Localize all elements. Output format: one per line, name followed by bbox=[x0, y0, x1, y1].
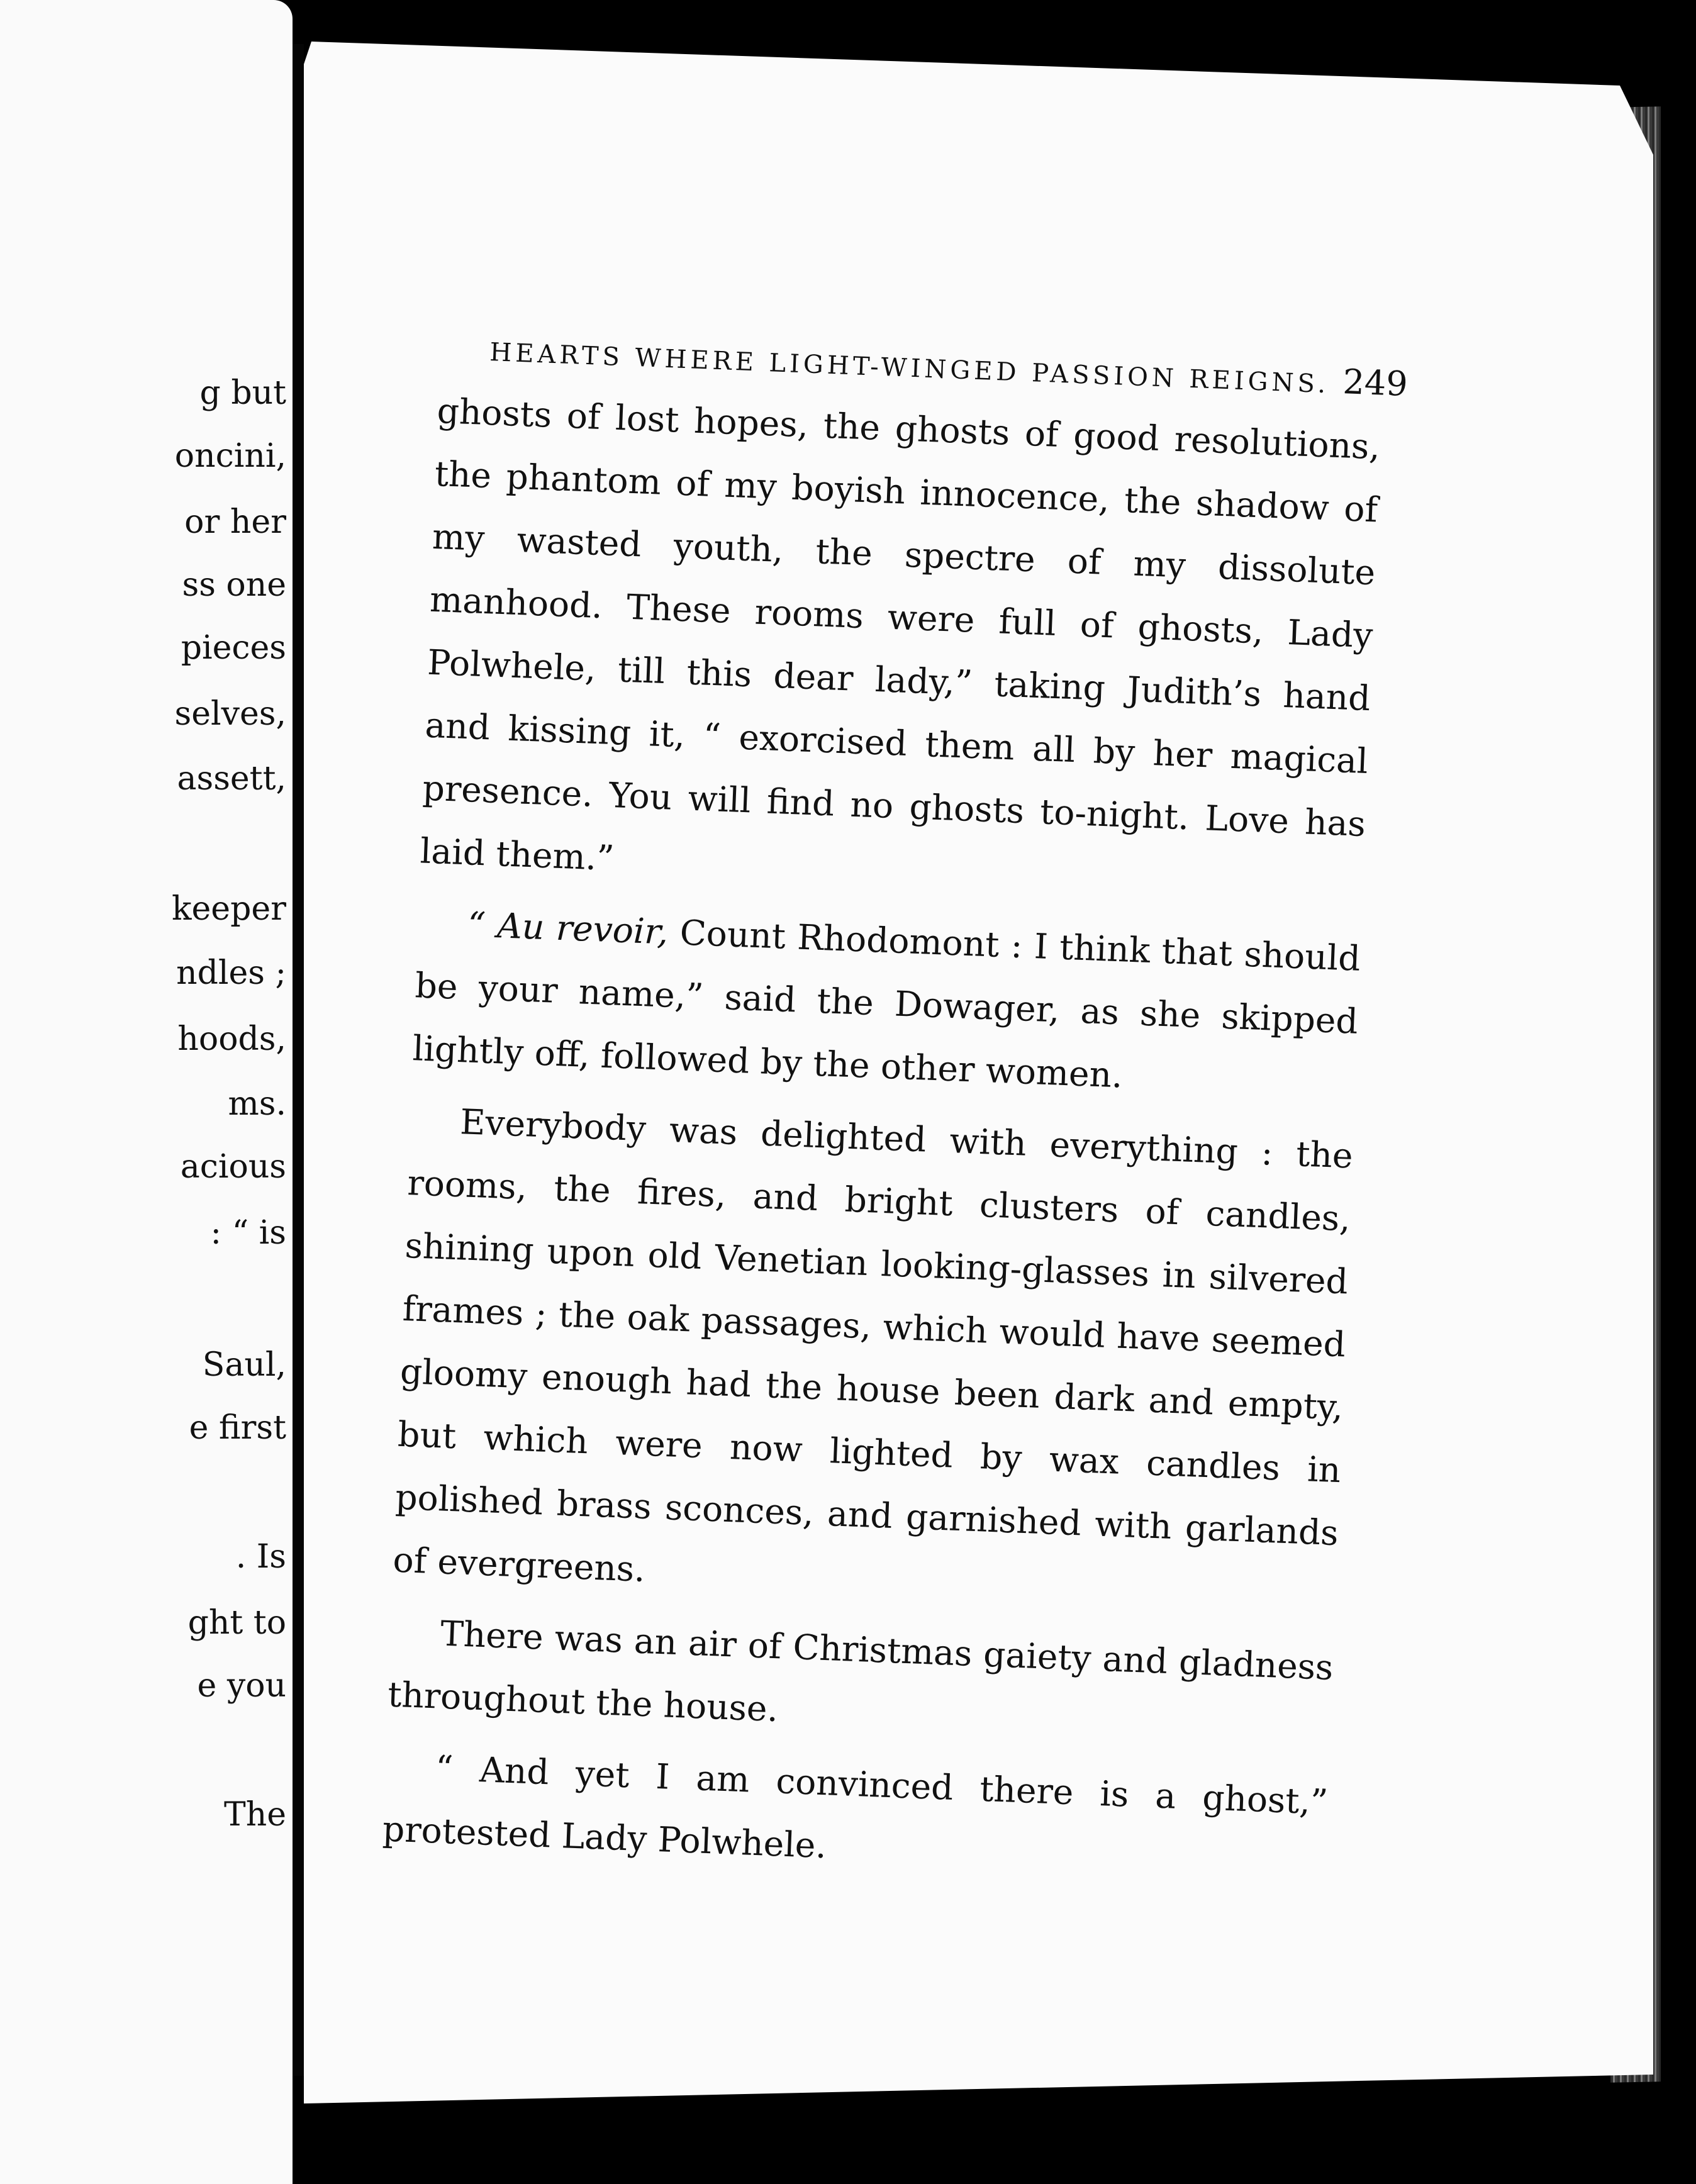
left-line-fragment: oncini, bbox=[174, 437, 286, 475]
paragraph-text: Everybody was delighted with everything : the rooms, the fires, and bright clusters of candles, shining upon old Venetian looking-glasses in silvered frames ; the oak passages, which would have seemed gloomy enough had the house been dark and empty, but which were now lighted by wax candles in polished brass sconces, and garnished with garlands of evergreens. bbox=[392, 1101, 1354, 1590]
left-line-fragment: assett, bbox=[177, 760, 286, 798]
left-line-fragment: ght to bbox=[187, 1604, 286, 1642]
paragraph bbox=[387, 1600, 1335, 1762]
page-text-block bbox=[381, 327, 1409, 1897]
paragraph-text: There was an air of Christmas gaiety and gladness throughout the house. bbox=[387, 1613, 1334, 1730]
left-line-fragment: ss one bbox=[182, 566, 286, 604]
running-head-title: HEARTS WHERE LIGHT-WINGED PASSION REIGNS. bbox=[489, 338, 1331, 399]
left-line-fragment: The bbox=[224, 1796, 286, 1834]
left-line-fragment: selves, bbox=[174, 695, 286, 733]
left-line-fragment: ms. bbox=[228, 1085, 286, 1123]
left-line-fragment: acious bbox=[180, 1148, 286, 1186]
left-line-fragment: pieces bbox=[181, 629, 286, 667]
left-line-fragment: keeper bbox=[172, 890, 286, 928]
left-line-fragment: e first bbox=[189, 1409, 286, 1447]
left-line-fragment: g but bbox=[199, 374, 286, 412]
left-line-fragment: or her bbox=[184, 503, 286, 541]
paragraph-italic-lead: “ Au revoir, bbox=[467, 904, 669, 952]
paragraph bbox=[411, 891, 1361, 1115]
body-text bbox=[381, 379, 1381, 1897]
left-line-fragment: hoods, bbox=[177, 1020, 286, 1058]
paragraph-text: Count Rhodomont : I think that should be your name,” said the Dowager, as she skipped lightly off, followed by the other women. bbox=[411, 911, 1361, 1096]
left-line-fragment: : “ is bbox=[210, 1214, 286, 1252]
book-cover-edge bbox=[1658, 94, 1696, 2184]
left-line-fragment: Saul, bbox=[202, 1346, 286, 1384]
paragraph-text: ghosts of lost hopes, the ghosts of good resolutions, the phantom of my boyish innocence, the shadow of my wasted youth, the spectre of my dissolute manhood. These rooms were full of ghosts, Lady Polwhele, till this dear lady,” taking Judith’s hand and kissing it, “ exorcised them all by her magical presence. You will find no ghosts to-night. Love has laid them.” bbox=[419, 390, 1381, 879]
page-number: 249 bbox=[1342, 362, 1409, 404]
paragraph-text: “ And yet I am convinced there is a ghost,” protested Lady Polwhele. bbox=[382, 1747, 1329, 1866]
paragraph bbox=[392, 1088, 1354, 1627]
left-line-fragment: ndles ; bbox=[176, 954, 286, 992]
left-line-fragment: . Is bbox=[235, 1538, 286, 1576]
left-facing-page bbox=[0, 0, 293, 2184]
left-line-fragment: e you bbox=[197, 1667, 286, 1705]
book-gutter bbox=[293, 44, 304, 2076]
paragraph bbox=[419, 379, 1381, 918]
